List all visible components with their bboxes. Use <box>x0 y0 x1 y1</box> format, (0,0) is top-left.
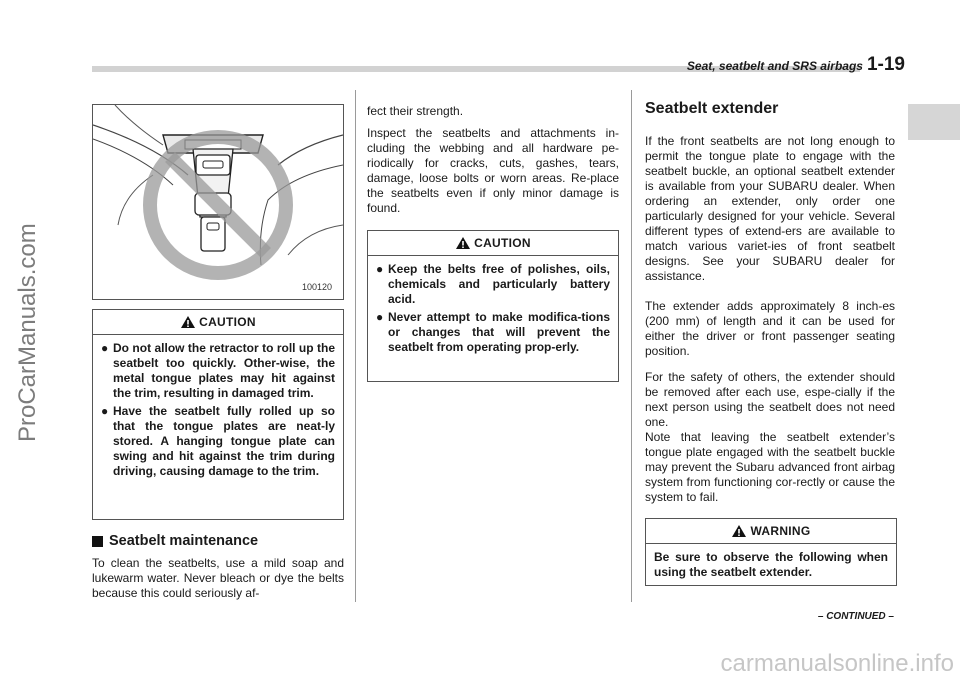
caution-box-middle <box>367 230 619 382</box>
page-number: 1-19 <box>866 54 905 75</box>
square-bullet-icon <box>92 536 103 547</box>
caution-item <box>376 310 610 355</box>
caution-box-left <box>92 309 344 520</box>
caution-item-text: Never attempt to make modifica-tions or changes that will prevent the seatbelt from operating prop-erly. <box>388 310 610 354</box>
maintenance-inspection-text: Inspect the seatbelts and attachments in-cluding the webbing and all hardware pe-riodically for cracks, cuts, gashes, tears, damage, loose bolts or worn areas. Re-place the seatbelts even if only minor damage is found. <box>367 126 619 215</box>
figure-code: 100120 <box>302 282 333 292</box>
seatbelt-figure <box>92 104 344 300</box>
bottom-watermark: carmanualsonline.info <box>720 650 954 677</box>
warning-title: WARNING <box>750 524 811 538</box>
extender-paragraph-2: The extender adds approximately 8 inch-es (200 mm) of length and it can be used for either the driver or front passenger seating position. <box>645 299 895 358</box>
extender-note: Note that leaving the seatbelt extender’s tongue plate engaged with the seatbelt buckle may prevent the Subaru advanced front airbag system from functioning cor-rectly or cause the system to fail. <box>645 430 895 504</box>
continued-label: – CONTINUED – <box>817 611 894 622</box>
warning-triangle-icon <box>180 315 196 329</box>
caution-header <box>93 310 343 335</box>
maintenance-text-continued: fect their strength. <box>367 104 464 118</box>
caution-item <box>101 404 335 479</box>
bullet: ● <box>101 341 109 355</box>
bullet: ● <box>376 262 384 276</box>
extender-title: Seatbelt extender <box>645 100 779 117</box>
column-divider-2 <box>631 90 632 602</box>
caution-title: CAUTION <box>474 236 531 250</box>
bullet: ● <box>101 404 109 418</box>
warning-text: Be sure to observe the following when using the seatbelt extender. <box>654 550 888 579</box>
warning-box <box>645 518 897 586</box>
extender-paragraph-3: For the safety of others, the extender should be removed after each use, espe-cially if the next person using the seatbelt does not need one. <box>645 370 895 429</box>
warning-header <box>646 519 896 544</box>
section-title: Seat, seatbelt and SRS airbags <box>686 59 863 73</box>
maintenance-title: Seatbelt maintenance <box>109 533 259 549</box>
caution-header <box>368 231 618 256</box>
extender-paragraph-1: If the front seatbelts are not long enough to permit the tongue plate to engage with the seatbelt buckle, an optional seatbelt extender is available from your SUBARU dealer. When ordering an extender, only order one particularly designed for your vehicle. Several different types of extend-ers are available to match various variet-ies of front seatbelt designs. See your SUBARU dealer for assistance. <box>645 134 895 283</box>
caution-title: CAUTION <box>199 315 256 329</box>
prohibition-icon <box>138 125 298 285</box>
caution-item-text: Keep the belts free of polishes, oils, chemicals and particularly battery acid. <box>388 262 610 306</box>
maintenance-heading <box>92 533 258 549</box>
caution-item-text: Do not allow the retractor to roll up the seatbelt too quickly. Other-wise, the metal tongue plates may hit against the trim, resulting in damaged trim. <box>113 341 335 400</box>
caution-item <box>101 341 335 401</box>
maintenance-text-left: To clean the seatbelts, use a mild soap and lukewarm water. Never bleach or dye the belts because this could seriously af- <box>92 556 344 600</box>
warning-triangle-icon <box>731 524 747 538</box>
caution-body <box>93 335 343 488</box>
chapter-thumb-tab <box>908 104 960 140</box>
caution-item-text: Have the seatbelt fully rolled up so that the tongue plates are neat-ly stored. A hanging tongue plate can swing and hit against the trim during driving, causing damage to the trim. <box>113 404 335 478</box>
caution-body <box>368 256 618 364</box>
column-divider-1 <box>355 90 356 602</box>
page-header <box>600 54 905 76</box>
caution-item <box>376 262 610 307</box>
warning-triangle-icon <box>455 236 471 250</box>
side-watermark: ProCarManuals.com <box>14 223 41 442</box>
bullet: ● <box>376 310 384 324</box>
